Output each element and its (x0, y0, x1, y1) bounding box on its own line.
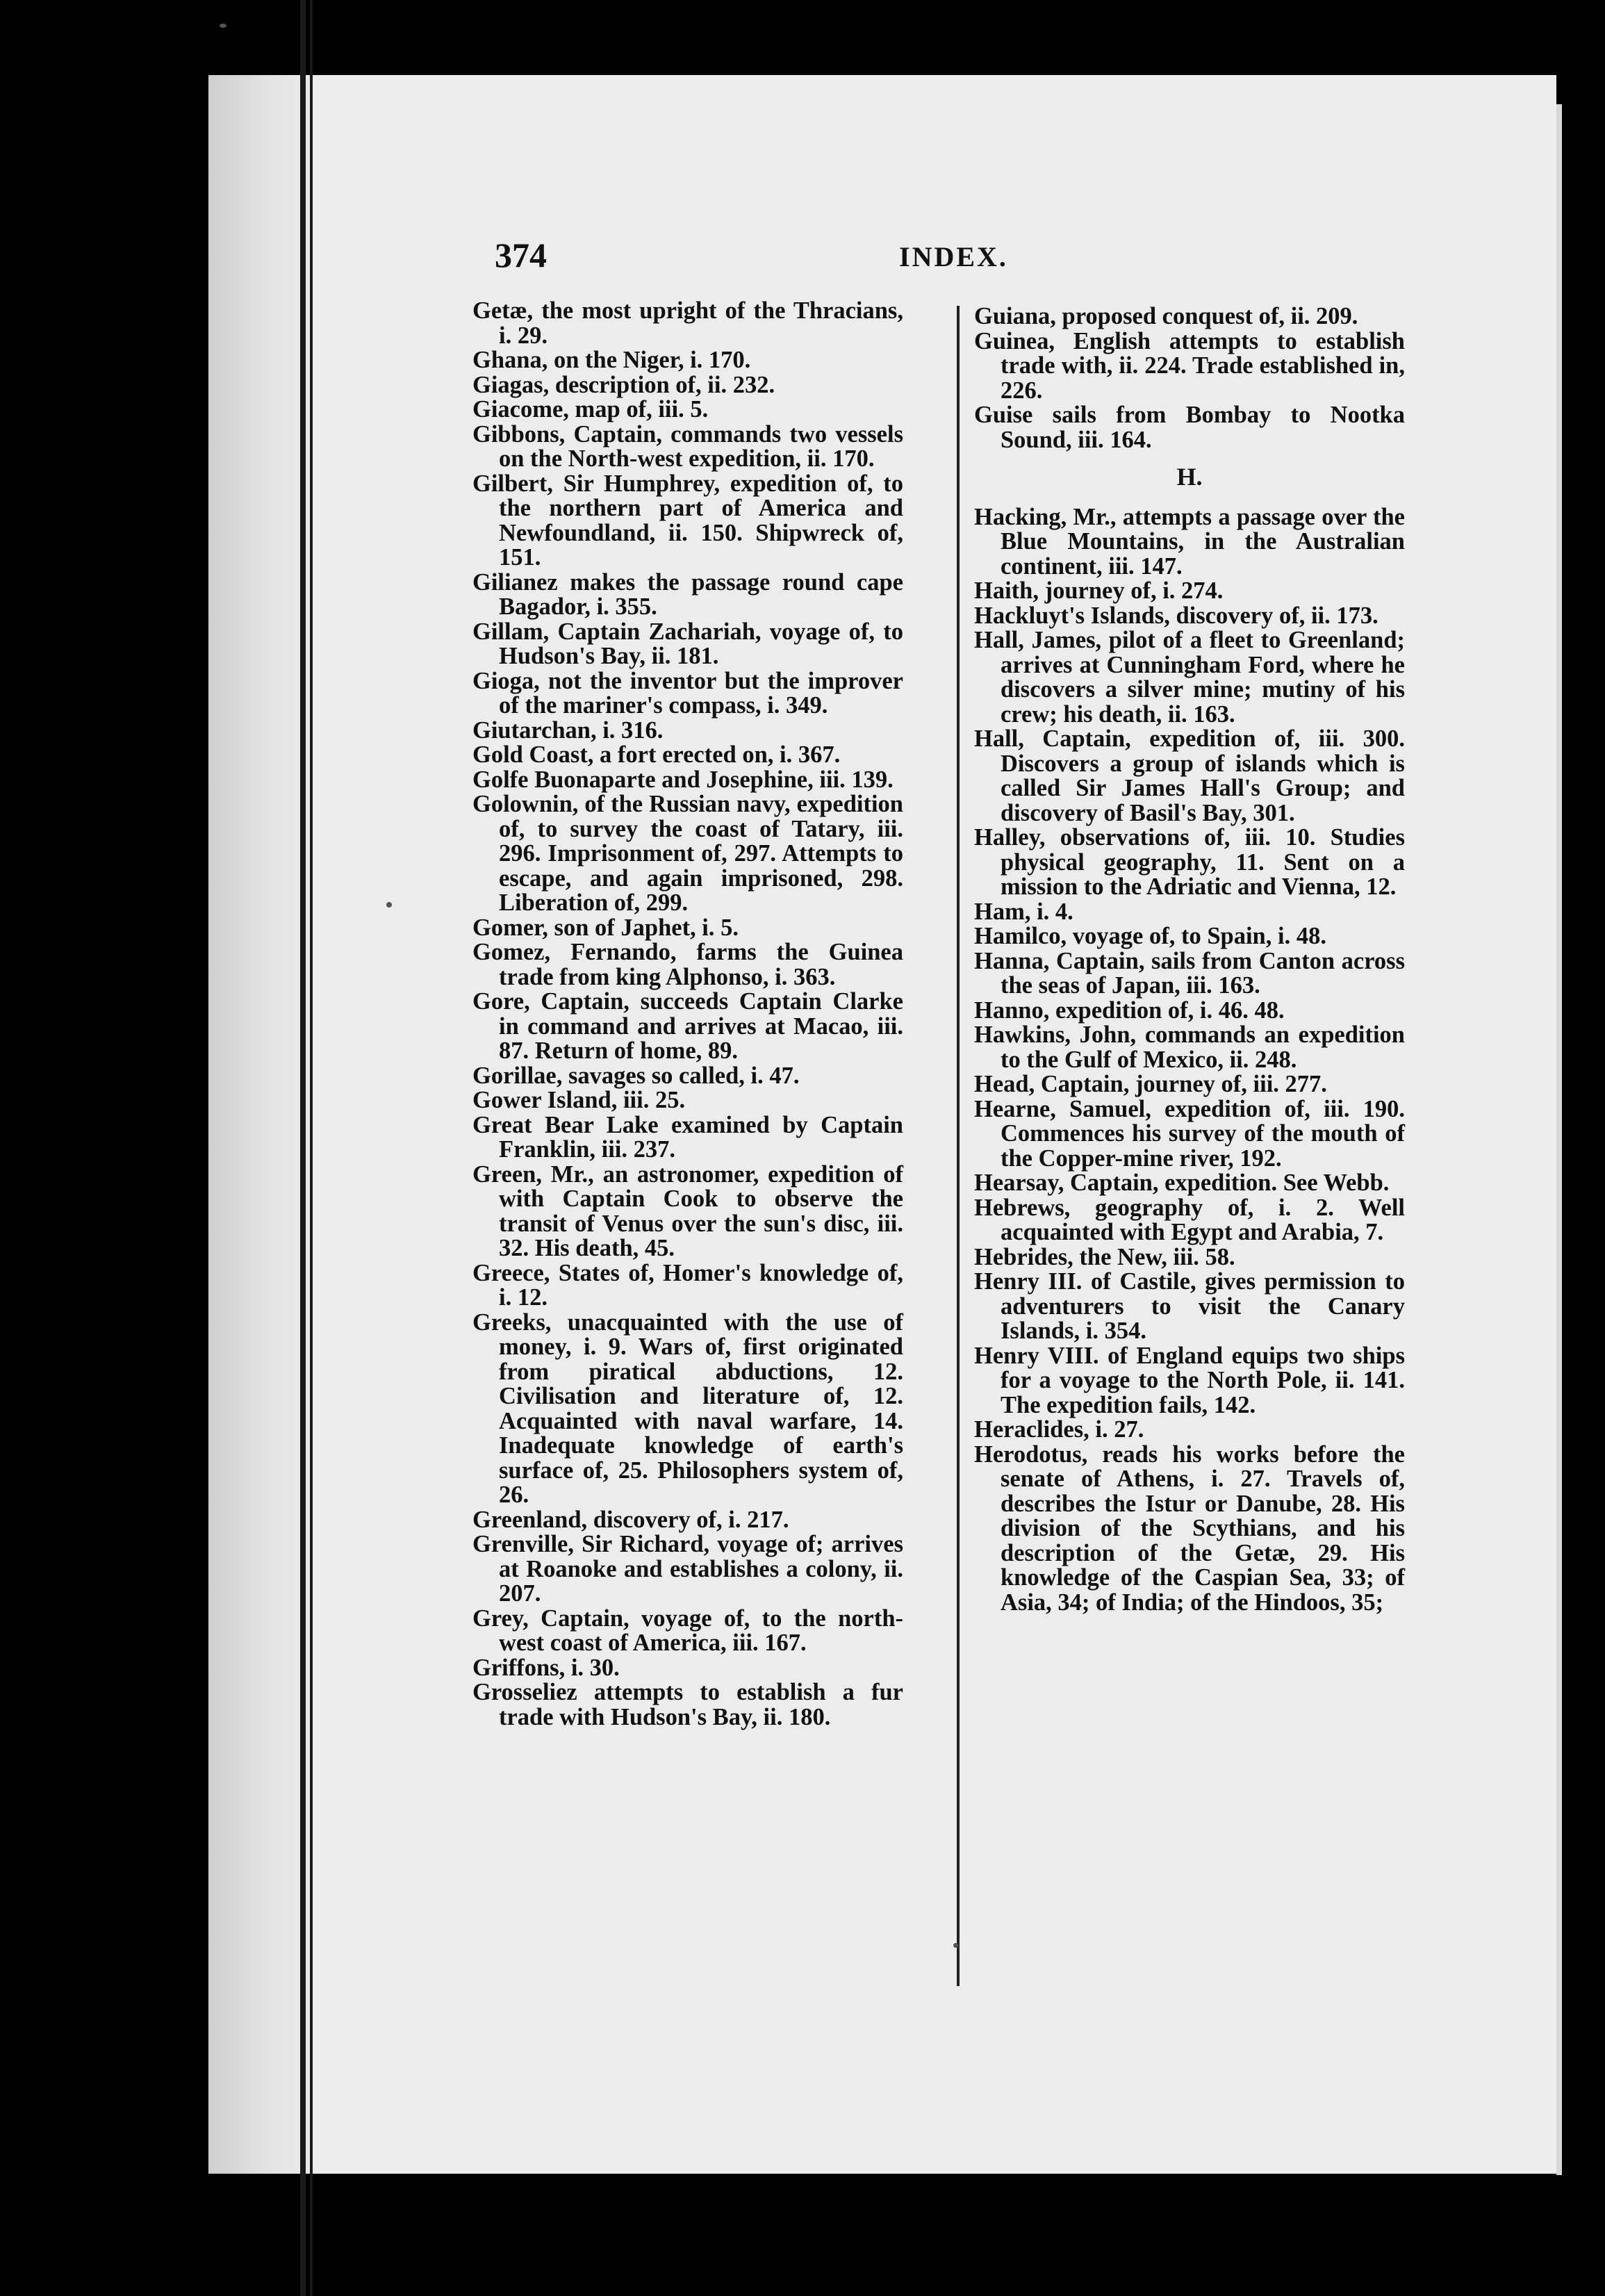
index-entry: Hackluyt's Islands, discovery of, ii. 173. (974, 602, 1378, 629)
index-entry: Guinea, English attempts to establish trade with, ii. 224. Trade established in, 226. (974, 327, 1405, 404)
index-entry: Henry III. of Castile, gives permission to adventurers to visit the Canary Islands, i. 354. (974, 1268, 1405, 1344)
index-entry: Giutarchan, i. 316. (472, 716, 664, 744)
index-entry: Gioga, not the inventor but the improver of the mariner's compass, i. 349. (472, 667, 903, 719)
index-entry: Griffons, i. 30. (472, 1654, 620, 1681)
index-entry: Giagas, description of, ii. 232. (472, 371, 775, 398)
index-entry: Hall, Captain, expedition of, iii. 300. Discovers a group of islands which is called Sir James Hall's Group; and discovery of Basil's Bay, 301. (974, 725, 1405, 826)
index-entry: Gibbons, Captain, commands two vessels on the North-west expedition, ii. 170. (472, 420, 903, 472)
index-entry: Gomez, Fernando, farms the Guinea trade from king Alphonso, i. 363. (472, 939, 903, 990)
index-entry: Hanno, expedition of, i. 46. 48. (974, 997, 1285, 1024)
page-edge-line-inner (310, 0, 313, 2296)
index-entry: Herodotus, reads his works before the senate of Athens, i. 27. Travels of, describes the Istur or Danube, 28. His division of the Scythians, and his description of the Getæ, 29. His knowledge of the Caspian Sea, 33; of Asia, 34; of India; of the Hindoos, 35; (974, 1441, 1405, 1616)
index-entry: Gold Coast, a fort erected on, i. 367. (472, 741, 841, 768)
index-entry: Heraclides, i. 27. (974, 1416, 1144, 1443)
index-entries-g (974, 304, 1405, 452)
page-binding-shadow (208, 75, 314, 2174)
index-entry: Grenville, Sir Richard, voyage of; arrives at Roanoke and establishes a colony, ii. 207. (472, 1531, 903, 1607)
index-entry: Hanna, Captain, sails from Canton across the seas of Japan, iii. 163. (974, 947, 1405, 999)
index-entry: Hebrews, geography of, i. 2. Well acquainted with Egypt and Arabia, 7. (974, 1194, 1405, 1245)
column-divider (957, 306, 960, 1986)
index-entry: Ghana, on the Niger, i. 170. (472, 347, 751, 373)
index-entry: Gower Island, iii. 25. (472, 1087, 686, 1113)
index-entry: Greece, States of, Homer's knowledge of, i. 12. (472, 1259, 903, 1311)
index-entry: Hall, James, pilot of a fleet to Greenland; arrives at Cunningham Ford, where he discovers a silver mine; mutiny of his crew; his death, ii. 163. (974, 627, 1405, 728)
index-entry: Giacome, map of, iii. 5. (472, 396, 709, 423)
index-entries-h (974, 505, 1405, 1616)
index-entry: Ham, i. 4. (974, 898, 1073, 925)
index-entry: Golfe Buonaparte and Josephine, iii. 139. (472, 766, 894, 793)
index-entry: Hearne, Samuel, expedition of, iii. 190. Commences his survey of the mouth of the Copper-mine river, 192. (974, 1095, 1405, 1172)
index-entry: Haith, journey of, i. 274. (974, 577, 1224, 604)
index-entry: Green, Mr., an astronomer, expedition of with Captain Cook to observe the transit of Venus over the sun's disc, iii. 32. His death, 45. (472, 1161, 903, 1261)
index-entry: Gomer, son of Japhet, i. 5. (472, 914, 739, 941)
index-entry: Head, Captain, journey of, iii. 277. (974, 1071, 1327, 1097)
section-letter-heading: H. (1176, 463, 1203, 491)
index-entry: Guise sails from Bombay to Nootka Sound, iii. 164. (974, 402, 1405, 453)
page-number: 374 (495, 236, 547, 274)
index-entry: Greenland, discovery of, i. 217. (472, 1506, 789, 1533)
scan-speck (386, 902, 392, 908)
page-header (495, 235, 1426, 284)
index-column-right (974, 304, 1405, 1615)
running-head: INDEX. (899, 241, 1008, 272)
index-entry: Gillam, Captain Zachariah, voyage of, to Hudson's Bay, ii. 181. (472, 618, 903, 669)
index-entry: Gore, Captain, succeeds Captain Clarke in command and arrives at Macao, iii. 87. Return of home, 89. (472, 988, 903, 1064)
page-edge-line (300, 0, 306, 2296)
index-entry: Gilianez makes the passage round cape Bagador, i. 355. (472, 568, 903, 620)
index-column-left (472, 299, 903, 1730)
index-entry: Henry VIII. of England equips two ships for a voyage to the North Pole, ii. 141. The expedition fails, 142. (974, 1342, 1405, 1418)
index-entry: Greeks, unacquainted with the use of money, i. 9. Wars of, first originated from piratical abductions, 12. Civilisation and literature of, 12. Acquainted with naval warfare, 14. Inadequate knowledge of earth's surface of, 25. Philosophers system of, 26. (472, 1309, 903, 1508)
index-entry: Grosseliez attempts to establish a fur trade with Hudson's Bay, ii. 180. (472, 1679, 903, 1730)
index-entry: Halley, observations of, iii. 10. Studies physical geography, 11. Sent on a mission to the Adriatic and Vienna, 12. (974, 824, 1405, 900)
index-entry: Hamilco, voyage of, to Spain, i. 48. (974, 923, 1326, 949)
index-entry: Golownin, of the Russian navy, expedition of, to survey the coast of Tatary, iii. 296. Imprisonment of, 297. Attempts to escape, and again imprisoned, 298. Liberation of, 299. (472, 791, 903, 916)
index-entry: Gilbert, Sir Humphrey, expedition of, to the northern part of America and Newfoundland, ii. 150. Shipwreck of, 151. (472, 470, 903, 571)
index-entry: Great Bear Lake examined by Captain Franklin, iii. 237. (472, 1111, 903, 1163)
index-entry: Hacking, Mr., attempts a passage over the Blue Mountains, in the Australian continent, iii. 147. (974, 503, 1405, 580)
scan-speck (220, 24, 227, 28)
scan-border (1562, 97, 1605, 2252)
index-entry: Hebrides, the New, iii. 58. (974, 1243, 1235, 1270)
index-entry: Hearsay, Captain, expedition. See Webb. (974, 1170, 1390, 1196)
index-entry: Gorillae, savages so called, i. 47. (472, 1062, 800, 1089)
index-entry: Hawkins, John, commands an expedition to the Gulf of Mexico, ii. 248. (974, 1022, 1405, 1073)
index-entry: Grey, Captain, voyage of, to the north-west coast of America, iii. 167. (472, 1605, 903, 1656)
index-entry: Getæ, the most upright of the Thracians, i. 29. (472, 297, 903, 349)
scan-speck (953, 1943, 958, 1948)
index-entry: Guiana, proposed conquest of, ii. 209. (974, 303, 1358, 329)
